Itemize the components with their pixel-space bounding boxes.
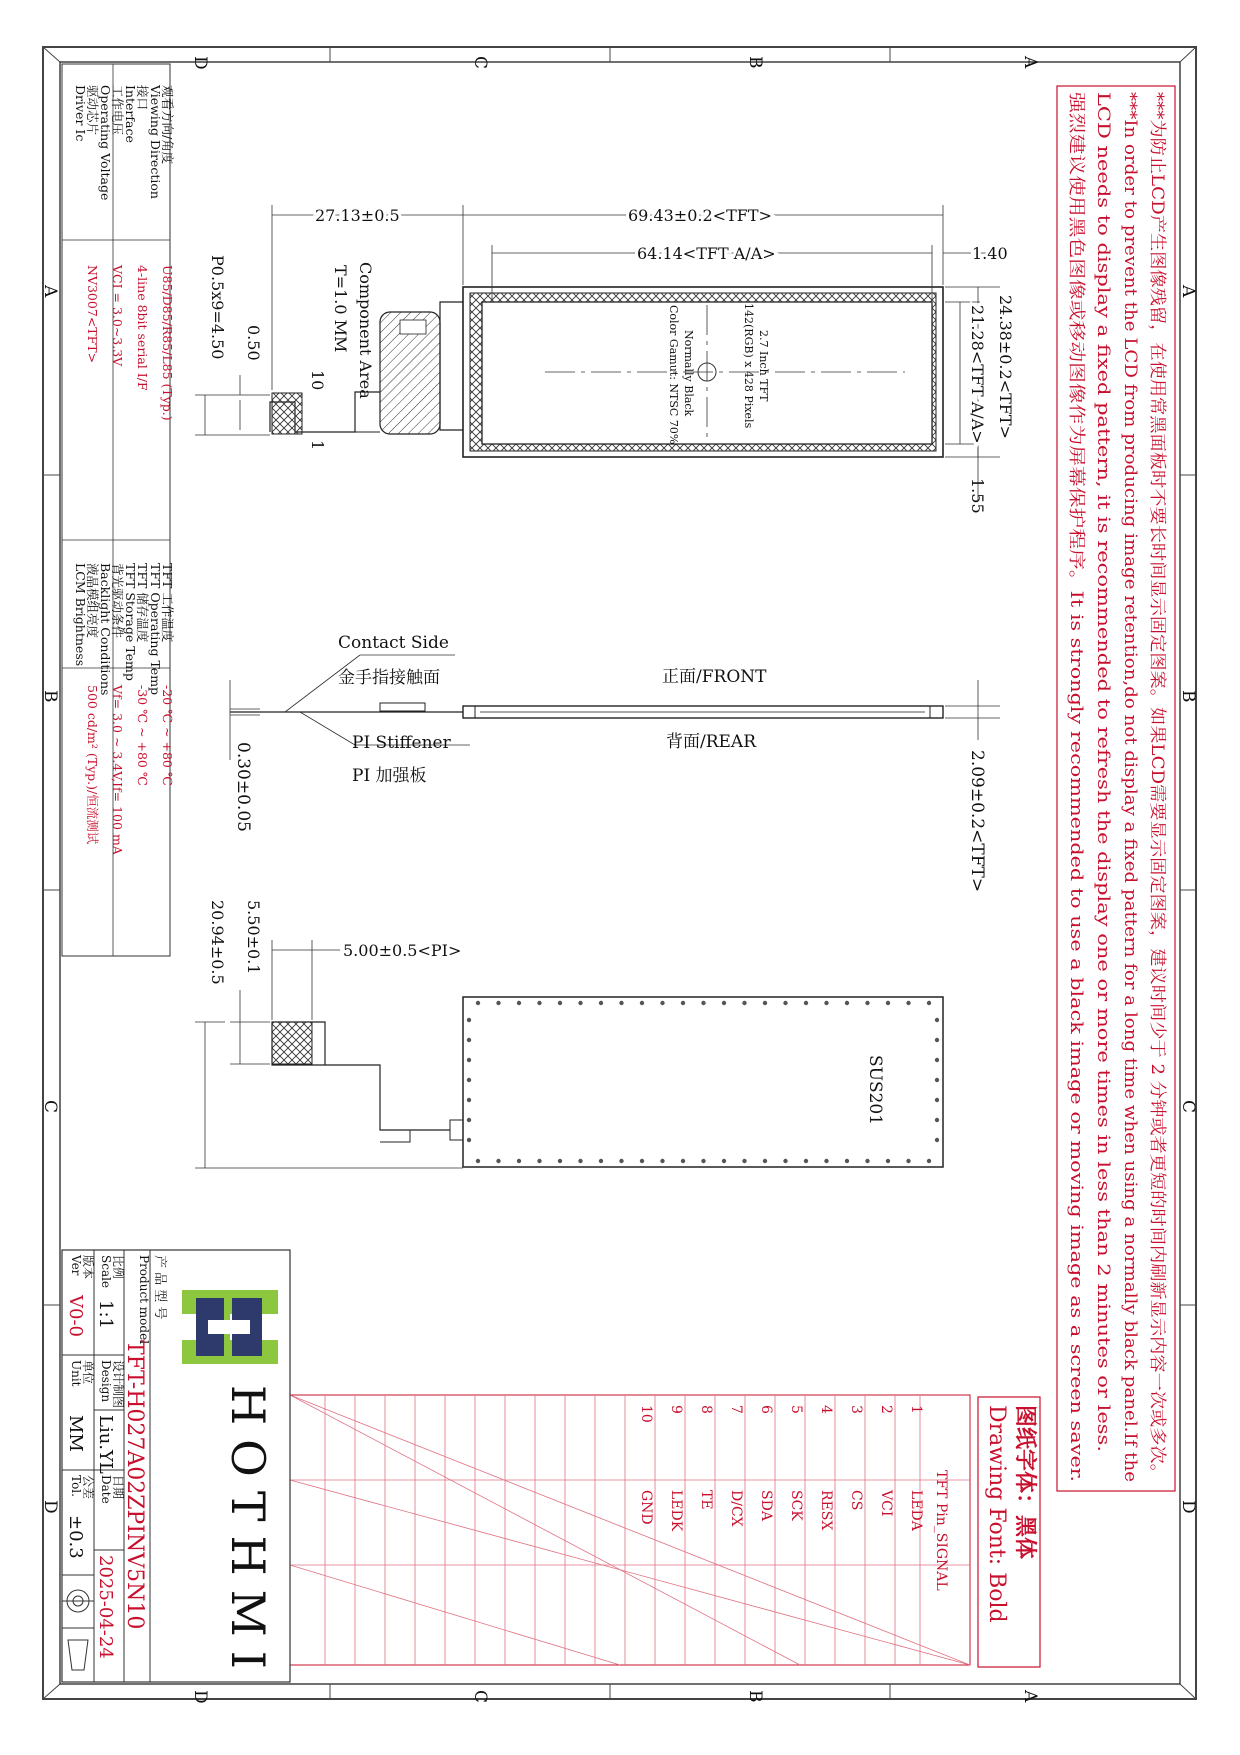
spec-value: 4-line 8bit serial I/F [135,265,150,391]
spec-value: U85/D85/R85/L85 (Typ.) [160,265,175,421]
mount-dot [935,1118,939,1122]
spec-label-cn: TFT 储存温度 [135,563,150,643]
spec-label-cn: TFT 工作温度 [160,563,175,643]
rear-material: SUS201 [865,1055,885,1126]
contact-side-label-cn: 金手指接触面 [338,668,440,688]
dim-active-width: 21.28<TFT A/A> [968,305,987,444]
zone-label-bottom-a: A [1020,1690,1040,1703]
spec-value: NV3007<TFT> [85,265,100,364]
design-label-en: Design [99,1360,113,1403]
spec-label-en: Driver Ic [73,85,88,142]
brand-logo [182,1290,278,1364]
pin-number: 8 [698,1405,714,1414]
dim-width: 24.38±0.2<TFT> [996,295,1015,439]
dim-fpc-thickness: 0.30±0.05 [233,742,253,832]
thickness-note: T=1.0 MM [331,265,350,353]
spec-value: Vf= 3.0 ~ 3.4V,If= 100 mA [110,685,125,855]
pin-number: 7 [728,1405,744,1414]
mount-dot [906,1159,910,1163]
version: V0-0 [65,1295,86,1337]
pin-number: 5 [788,1405,804,1414]
dim-fpc-width: 20.94±0.5 [208,900,227,985]
pin-signal: LEDK [668,1490,684,1532]
mount-dot [599,1159,603,1163]
spec-label-en: Operating Voltage [98,85,113,201]
mount-dot [619,1001,623,1005]
mount-dot [467,1098,471,1102]
spec-value: 500 cd/m² (Typ.)/恒流测试 [85,685,100,845]
scale-value: 1:1 [95,1300,116,1329]
spec-label-en: LCM Brightness [73,563,88,667]
spec-table [62,64,175,956]
pin-signal: RESX [818,1490,834,1531]
mount-dot [476,1159,480,1163]
mount-dot [824,1159,828,1163]
mount-dot [824,1001,828,1005]
spec-label-cn: 接口 [135,85,150,111]
spec-label-en: Viewing Direction [148,85,163,199]
component-area-label: Component Area [356,262,375,399]
dim-active-length: 64.14<TFT A/A> [637,244,776,263]
dim-fpc-length: 27.13±0.5 [315,206,400,225]
product-model-label-cn: 产 品 型 号 [152,1255,167,1320]
mount-dot [558,1159,562,1163]
zone-label-right-d: D [1178,1500,1198,1514]
zone-label-bottom-d: D [190,1690,210,1704]
mount-dot [681,1001,685,1005]
mount-dot [886,1159,890,1163]
stiffener-label: PI Stiffener [352,733,451,753]
pin-signal: VCI [878,1490,894,1517]
mount-dot [660,1159,664,1163]
mount-dot [701,1159,705,1163]
mount-dot [804,1159,808,1163]
date-label-cn: 日期 [111,1475,125,1500]
product-model: TFT-H027A02ZPINV5N10 [122,1340,147,1630]
mount-dot [935,1038,939,1042]
zone-label-right-c: C [1178,1100,1198,1114]
notice-line-1: ***为防止LCD产生图像残留，在使用常黑面板时不要长时间显示固定图案。如果LCD需要显示固定图案，建议时间少于 2 分钟或者更短的时间内刷新显示内容一次或多次。 [1147,92,1167,1388]
zone-label-right-a: A [1178,285,1198,298]
mount-dot [935,1098,939,1102]
mount-dot [935,1058,939,1062]
rear-label: 背面/REAR [666,732,757,752]
spec-value: -20 ℃ ~ +80 ℃ [160,685,175,786]
mount-dot [517,1001,521,1005]
mount-dot [496,1001,500,1005]
zone-label-top-a: A [1020,56,1040,69]
spec-value: -30 ℃ ~ +80 ℃ [135,685,150,786]
mount-dot [722,1001,726,1005]
unit-label-cn: 单位 [81,1360,95,1385]
pin-number: 6 [758,1405,774,1414]
pin-signal: D/CX [728,1490,744,1527]
mount-dot [886,1001,890,1005]
spec-label-en: TFT Operating Temp [148,563,163,696]
pin-10-label: 10 [308,370,327,391]
pin-signal: TE [698,1490,714,1510]
mount-dot [722,1159,726,1163]
mount-dot [742,1001,746,1005]
side-view [230,633,1000,892]
dim-pitch: P0.5x9=4.50 [208,255,227,360]
date-label-en: Date [99,1475,113,1504]
mount-dot [783,1001,787,1005]
mount-dot [660,1001,664,1005]
spec-label-cn: 背光驱动条件 [110,563,125,639]
projection-symbol-icon [62,1590,94,1670]
mount-dot [467,1078,471,1082]
pin-signal: SCK [788,1490,804,1521]
rear-view [195,900,943,1168]
mount-dot [599,1001,603,1005]
dim-stiffener-width: 5.50±0.1 [244,900,263,975]
zone-label-top-d: D [190,56,210,70]
pin-table-header: TFT Pin_SIGNAL [933,1470,949,1591]
ver-label-cn: 版本 [81,1255,95,1280]
mount-dot [517,1159,521,1163]
mount-dot [558,1001,562,1005]
date-value: 2025-04-24 [95,1555,116,1659]
zone-label-top-c: C [470,56,490,70]
mount-dot [476,1001,480,1005]
mount-dot [681,1159,685,1163]
tolerance: ±0.3 [65,1515,86,1559]
mount-dot [578,1001,582,1005]
dim-pad: 0.50 [244,325,263,361]
zone-label-top-b: B [745,56,765,69]
pin-signal: SDA [758,1490,774,1521]
mount-dot [496,1159,500,1163]
zone-label-left-d: D [40,1500,60,1514]
title-block [62,1250,290,1683]
mount-dot [619,1159,623,1163]
pin-number: 10 [638,1405,654,1423]
zone-label-right-b: B [1178,690,1198,703]
scale-label-en: Scale [99,1255,113,1289]
pin-signal: GND [638,1490,654,1525]
stiffener-label-cn: PI 加强板 [352,766,427,786]
unit-label-en: Unit [69,1360,83,1387]
mount-dot [935,1018,939,1022]
panel-spec-2: 142(RGB) x 428 Pixels [742,303,755,429]
dim-stiffener-length: 5.00±0.5<PI> [343,941,462,960]
dim-bottom: 1.55 [968,478,987,514]
mount-dot [906,1001,910,1005]
tol-label-cn: 公差 [81,1475,95,1500]
mount-dot [537,1159,541,1163]
unit-value: MM [65,1415,86,1452]
mount-dot [783,1159,787,1163]
notice-line-3: LCD needs to display a fixed pattern, it is recommended to refresh the display one or more times in less than 2 minutes or less. [1093,92,1113,1194]
pin-number: 2 [878,1405,894,1414]
spec-label-cn: 液晶模组亮度 [85,563,100,639]
mount-dot [467,1118,471,1122]
panel-spec-1: 2.7 Inch TFT [757,330,770,402]
spec-label-en: Backlight Conditions [98,563,113,696]
zone-label-bottom-b: B [745,1690,765,1703]
mount-dot [467,1138,471,1142]
designer: Liu.YL [95,1415,116,1474]
pin-signal: CS [848,1490,864,1511]
spec-label-en: Interface [123,85,138,143]
mount-dot [578,1159,582,1163]
mount-dot [865,1001,869,1005]
mount-dot [763,1001,767,1005]
notice-line-4: 强烈建议使用黑色图像或移动图像作为屏幕保护程序。It is strongly recommended to use a black image or moving image as a screen saver. [1066,92,1086,1230]
mount-dot [701,1001,705,1005]
mount-dot [640,1001,644,1005]
mount-dot [927,1001,931,1005]
mount-dot [537,1001,541,1005]
dim-edge: 1.40 [972,244,1008,263]
mount-dot [804,1001,808,1005]
pin-number: 4 [818,1405,834,1414]
mount-dot [935,1138,939,1142]
font-note-cn: 图纸字体：黑体 [1012,1405,1038,1560]
mount-dot [845,1159,849,1163]
mount-dot [865,1159,869,1163]
panel-spec-4: Color Gamut: NTSC 70% [667,305,680,445]
tol-label-en: Tol. [69,1475,83,1497]
spec-value: VCI = 3.0~3.3V [110,265,125,367]
mount-dot [467,1058,471,1062]
zone-label-bottom-c: C [470,1690,490,1704]
font-note-en: Drawing Font: Bold [984,1405,1009,1623]
front-label: 正面/FRONT [662,667,767,687]
dim-panel-thickness: 2.09±0.2<TFT> [967,750,987,893]
pin-1-label: 1 [308,440,327,451]
spec-label-cn: 工作电压 [110,85,125,136]
design-label-cn: 设计制图 [111,1360,125,1409]
pin-signal: LEDA [908,1490,924,1531]
mount-dot [640,1159,644,1163]
contact-side-label: Contact Side [338,633,449,653]
mount-dot [935,1078,939,1082]
mount-dot [763,1159,767,1163]
spec-label-cn: 观看方向/角度 [160,85,175,165]
front-view [195,205,1015,514]
zone-label-left-c: C [40,1100,60,1114]
scale-label-cn: 比例 [111,1255,125,1280]
pin-number: 3 [848,1405,864,1414]
pin-number: 9 [668,1405,684,1414]
notice-line-2: ***In order to prevent the LCD from producing image retention,do not display a fixed pattern for a long time when using a normally black panel.If the [1120,92,1140,1390]
mount-dot [845,1001,849,1005]
pin-table [290,1395,970,1665]
zone-label-left-b: B [40,690,60,703]
pin-number: 1 [908,1405,924,1414]
panel-spec-3: Normally Black [682,330,695,417]
mount-dot [467,1018,471,1022]
dim-total-length: 69.43±0.2<TFT> [628,206,772,225]
mount-dot [467,1038,471,1042]
mount-dot [742,1159,746,1163]
zone-label-left-a: A [40,285,60,298]
spec-label-cn: 驱动芯片 [85,85,100,136]
product-model-label-en: Product model [137,1255,151,1345]
mount-dot [927,1159,931,1163]
spec-label-en: TFT Storage Temp [123,563,138,681]
ver-label-en: Ver [69,1255,83,1276]
brand-name: HOTHMI [221,1385,275,1683]
